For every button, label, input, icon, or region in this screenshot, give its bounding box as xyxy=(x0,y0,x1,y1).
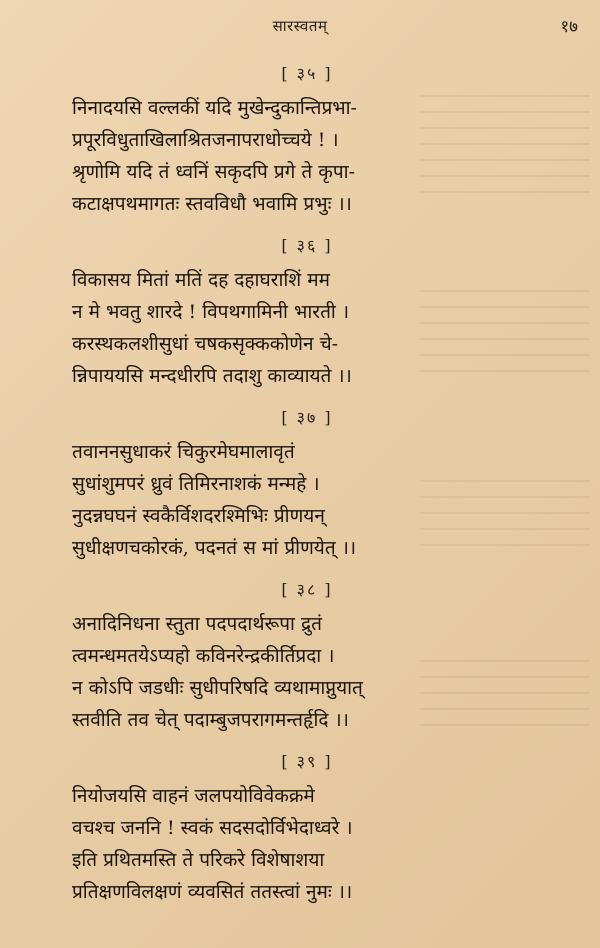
verse-line: कटाक्षपथमागतः स्तवविधौ भवामि प्रभुः ।। xyxy=(72,193,352,215)
verse-line: श्रृणोमि यदि तं ध्वनिं सकृदपि प्रगे ते कृपा- xyxy=(72,161,356,183)
verse-line: प्रपूरविधुताखिलाश्रितजनापराधोच्चये ! । xyxy=(72,129,339,151)
verse-line: अनादिनिधना स्तुता पदपदार्थरूपा द्रुतं xyxy=(72,613,322,635)
verse-number: [ ३८ ] xyxy=(281,580,333,599)
verse-line: वचश्च जननि ! स्वकं सदसदोर्विभेदाध्वरे । xyxy=(72,817,353,839)
verse-line: करस्थकलशीसुधां चषकसृक्ककोणेन चे- xyxy=(72,333,339,355)
verse-line: न्निपाययसि मन्दधीरपि तदाशु काव्यायते ।। xyxy=(72,365,352,387)
verse-line: तवाननसुधाकरं चिकुरमेघमालावृतं xyxy=(72,441,295,463)
running-head-title: सारस्वतम् xyxy=(272,17,328,35)
verse-number: [ ३५ ] xyxy=(281,64,333,83)
verse-line: विकासय मितां मतिं दह दहाघराशिं मम xyxy=(72,269,330,291)
page-number: १७ xyxy=(560,17,578,37)
verse-line: निनादयसि वल्लकीं यदि मुखेन्दुकान्तिप्रभा- xyxy=(72,97,357,119)
verse-39 xyxy=(72,750,542,908)
verse-lines xyxy=(72,780,542,908)
verse-line: न कोऽपि जडधीः सुधीपरिषदि व्यथामाप्नुयात् xyxy=(72,677,363,699)
verse-36 xyxy=(72,234,542,392)
verse-line: नियोजयसि वाहनं जलपयोविवेकक्रमे xyxy=(72,785,315,807)
verse-lines xyxy=(72,92,542,220)
verse-line: सुधांशुमपरं ध्रुवं तिमिरनाशकं मन्महे । xyxy=(72,473,320,495)
verse-line: त्वमन्धमतयेऽप्यहो कविनरेन्द्रकीर्तिप्रदा । xyxy=(72,645,335,667)
verse-38 xyxy=(72,578,542,736)
verse-line: प्रतिक्षणविलक्षणं व्यवसितं ततस्त्वां नुमः ।। xyxy=(72,881,353,903)
verse-line: न मे भवतु शारदे ! विपथगामिनी भारती । xyxy=(72,301,350,323)
verse-line: नुदन्नघघनं स्वकैर्विशदरश्मिभिः प्रीणयन् xyxy=(72,505,325,527)
verse-37 xyxy=(72,406,542,564)
verse-line: स्तवीति तव चेत् पदाम्बुजपरागमन्तर्हृदि ।। xyxy=(72,709,349,731)
verse-number: [ ३७ ] xyxy=(281,408,333,427)
verse-lines xyxy=(72,436,542,564)
verse-number: [ ३९ ] xyxy=(281,752,333,771)
verse-lines xyxy=(72,608,542,736)
verse-line: इति प्रथितमस्ति ते परिकरे विशेषाशया xyxy=(72,849,325,871)
verse-line: सुधीक्षणचकोरकं, पदनतं स मां प्रीणयेत् ।। xyxy=(72,537,357,559)
verse-number: [ ३६ ] xyxy=(281,236,333,255)
verse-list xyxy=(72,62,542,922)
verse-35 xyxy=(72,62,542,220)
verse-lines xyxy=(72,264,542,392)
